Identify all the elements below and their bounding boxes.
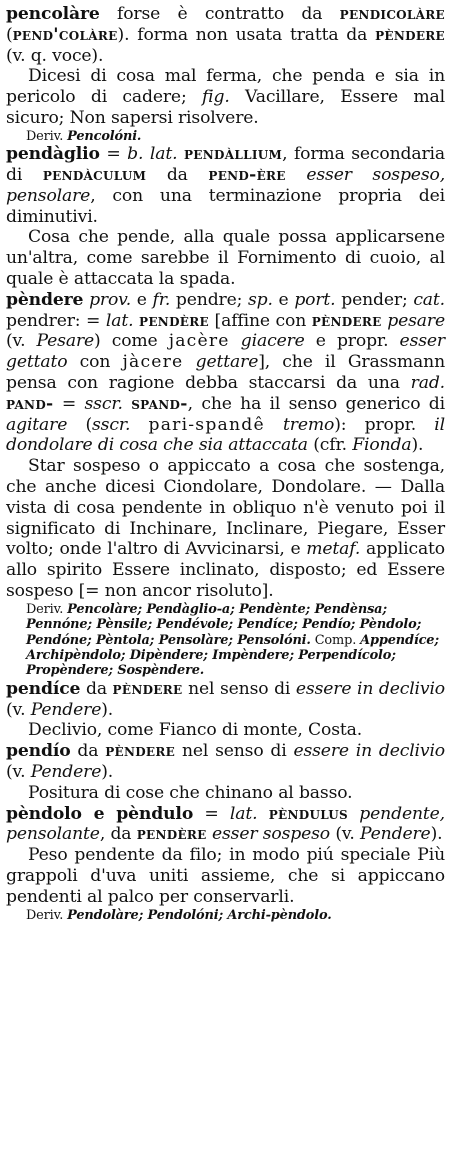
text-run: e [131,289,153,310]
text-run: e propr. [304,331,400,352]
small-caps-word: pand- [6,393,54,414]
bold-italic-word: Pencolóni. [67,128,142,144]
italic-word: Pendere [30,699,102,720]
etymology-text [6,741,445,782]
headword: pencolàre [6,4,100,24]
text-run: Deriv. [26,128,68,144]
text-run: , con una terminazione propria dei diminutivi. [6,185,445,227]
text-run: pender; [335,289,414,310]
entry-pendolo [6,804,445,923]
derivatives [6,908,445,923]
small-caps-word: pendère [136,824,207,845]
text-run: da [146,164,209,185]
italic-word: agitare [6,414,68,435]
italic-word: sscr. [92,414,131,435]
text-run: ). [101,761,114,782]
entry-pencolare [6,4,445,144]
entry-etymology [6,804,445,846]
spaced-word: jàcere [122,352,184,373]
entry-pendere [6,290,445,679]
text-run: = [193,803,230,824]
text-run: ], che il Grassmann pensa con ragione debba staccarsi da una [6,352,445,393]
text-run: pendre; [170,289,248,310]
italic-word: rad. [410,372,445,393]
text-run: Star sospeso o appiccato a cosa che sostenga, che anche dicesi Ciondolare, Dondolare. — Dalla vista di cosa pendente in obliquo n'è venuto poi il significato di Inchinare, Inclinare, Piegare, Esser volto; onde l'altro di Avvicinarsi, e [6,456,445,560]
bold-italic-word: Appendíce; Archipèndolo; Dipèndere; Impèndere; Perpendícolo; Propèndere; Sospèndere. [26,632,439,679]
entry-etymology [6,741,445,783]
text-run: ). [411,435,424,456]
etymology-text [6,290,445,456]
small-caps-word: pend'colàre [12,24,118,45]
text-run: (v. q. voce). [6,45,104,66]
text-run [230,331,241,351]
text-run: = [53,393,85,414]
italic-word: Pesare [36,331,95,352]
italic-word: esser sospeso [211,824,330,845]
text-run: (v. [6,761,31,782]
text-run: ): propr. [334,414,435,435]
italic-word: cat. [413,289,445,310]
italic-word: metaf. [306,539,361,560]
italic-word: essere in declivio [295,678,446,699]
text-run: applicato allo spirito Essere inclinato, disposto; ed Essere sospeso [= non ancor risoluto]. [6,539,445,601]
spaced-word: pari-spandê [148,414,265,435]
italic-word: prov. [89,289,132,310]
definition [6,456,445,602]
entry-etymology [6,4,445,66]
small-caps-word: pèndere [105,741,176,762]
italic-word: essere in declivio [293,741,445,762]
text-run [183,352,195,372]
text-run: ). [430,824,443,845]
definition [6,66,445,128]
text-run: ) come [94,331,169,352]
text-run: con [67,352,123,373]
italic-word: Pendere [30,761,102,782]
italic-word: pesare [387,310,445,331]
text-run: forse è contratto da [99,4,340,24]
text-run: nel senso di [175,741,294,762]
entry-etymology [6,144,445,227]
small-caps-word: pèndere [375,24,445,45]
definition [6,720,445,741]
small-caps-word: pend-ère [208,164,286,185]
italic-word: b. lat. [127,144,178,165]
text-run: Deriv. [26,907,68,923]
italic-word: sp. [248,289,273,310]
definition [6,783,445,804]
headword: pendàglio [6,144,100,165]
entry-pendaglio [6,144,445,290]
headword: pèndere [6,289,84,310]
text-run: Vacillare, Essere mal sicuro; Non sapersi risolvere. [6,87,445,128]
italic-word: tremo [283,414,335,435]
text-run: Deriv. [26,601,68,617]
small-caps-word: pendàllium [183,144,283,165]
text-run: Comp. [310,632,361,648]
small-caps-word: pèndulus [268,803,349,824]
definition [6,845,445,907]
text-run [348,804,359,824]
text-run: pendrer: = [6,310,106,331]
text-run: , forma secondaria di [6,144,445,185]
bold-italic-word: Pencolàre; Pendàglio-a; Pendènte; Pendènsa; Pennóne; Pènsile; Pendévole; Pendíce; Pendío; Pèndolo; Pendóne; Pèntola; Pensolàre; Pensolóni. [26,601,422,648]
italic-word: il dondolare di cosa che sia attaccata [6,414,445,456]
spaced-word: jacère [168,331,230,352]
entry-etymology [6,290,445,456]
text-run: Declivio, come Fianco di monte, Costa. [28,720,363,741]
headword: pèndolo e pèndulo [6,803,194,824]
text-run: da [70,741,106,762]
text-run: nel senso di [182,678,296,699]
text-run: e [272,289,295,310]
text-run: ). [101,699,114,720]
italic-word: port. [294,289,336,310]
small-caps-word: pendicolàre [339,4,445,24]
italic-word: fig. [201,87,230,108]
italic-word: esser sospeso, pensolare [6,164,446,206]
text-run: Dicesi di cosa mal ferma, che penda e sia in pericolo di cadere; [6,66,445,108]
bold-italic-word: Pendolàre; Pendolóni; Archi-pèndolo. [67,907,332,923]
small-caps-word: pendàculum [42,164,147,185]
italic-word: sscr. [84,393,123,414]
text-run: ). forma non usata tratta da [117,24,376,45]
text-run: (v. [6,331,37,352]
italic-word: fr. [152,289,171,310]
entry-pendio [6,741,445,803]
derivatives [6,129,445,144]
italic-word: gettare [195,352,259,373]
italic-word: lat. [229,803,258,824]
text-run [130,415,148,435]
small-caps-word: pèndere [311,310,382,331]
text-run: , che ha il senso generico di [187,393,445,414]
italic-word: Fionda [352,435,412,456]
italic-word: Pendere [360,824,431,845]
text-run: ( [6,24,13,45]
text-run: (v. [6,699,31,720]
italic-word: esser gettato [6,331,445,373]
entry-etymology [6,679,445,721]
text-run: , da [99,824,137,845]
text-run: (v. [330,824,361,845]
derivatives [6,602,445,679]
text-run [257,804,268,824]
small-caps-word: pendère [139,310,209,331]
text-run [265,415,283,435]
entry-pendice [6,679,445,741]
text-run: = [99,144,128,165]
italic-word: lat. [105,310,134,331]
text-run [286,165,307,185]
text-run: [affine con [208,310,312,331]
small-caps-word: pèndere [112,678,183,699]
text-run: Peso pendente da filo; in modo piú speciale Più grappoli d'uva uniti assieme, che si appiccano pendenti al palco per conservarli. [6,845,445,907]
definition [6,227,445,289]
text-run: Cosa che pende, alla quale possa applicarsene un'altra, come sarebbe il Fornimento di cuoio, al quale è attaccata la spada. [6,227,445,289]
text-run: ( [67,414,93,435]
text-run: (cfr. [307,435,353,456]
small-caps-word: spand- [131,393,188,414]
headword: pendío [6,741,71,762]
text-run: Positura di cose che chinano al basso. [28,782,353,803]
headword: pendíce [6,678,81,699]
italic-word: pendente, pensolante [6,803,445,845]
text-run [123,394,131,414]
text-run: da [80,678,113,699]
italic-word: giacere [240,331,305,352]
